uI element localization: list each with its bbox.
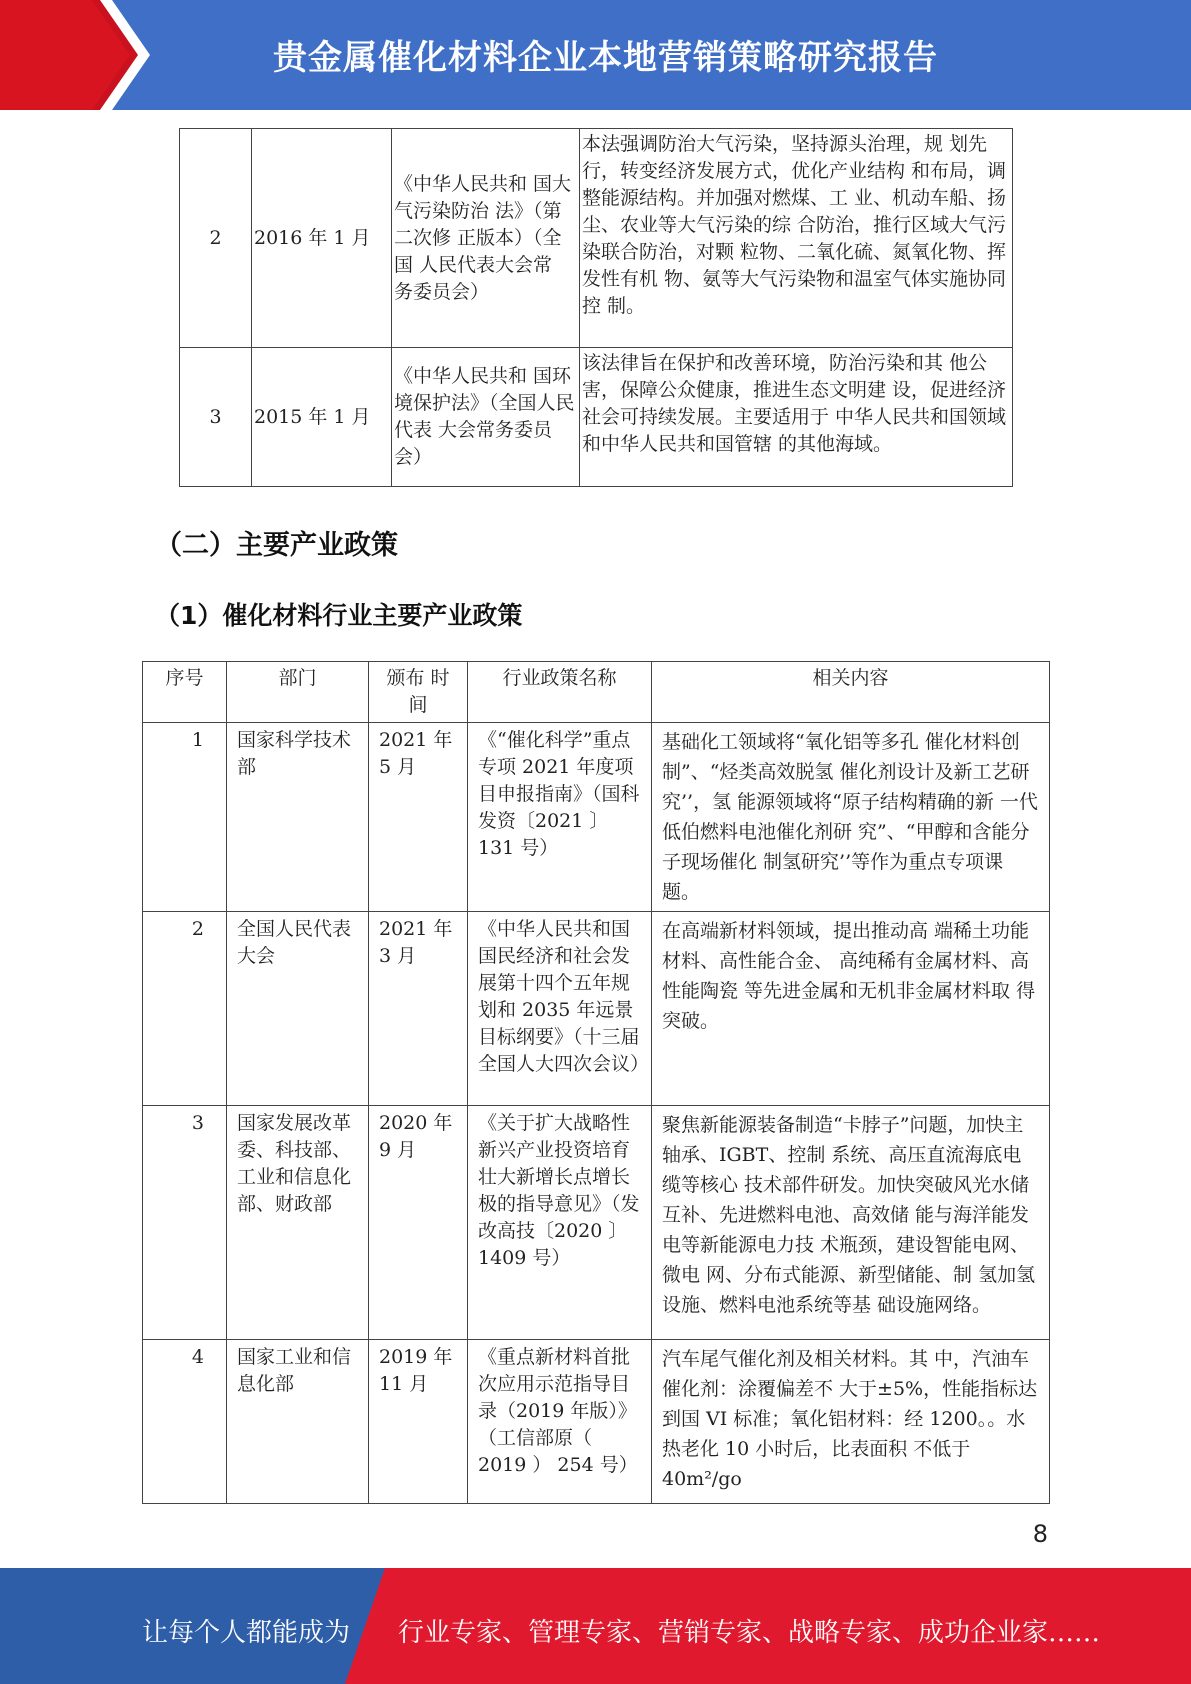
column-header-policy-name: 行业政策名称 — [468, 662, 652, 723]
page-header — [0, 0, 1191, 110]
department: 全国人民代表大会 — [227, 912, 369, 1106]
policy-content: 在高端新材料领域，提出推动高 端稀土功能材料、高性能合金、 高纯稀有金属材料、高性能陶瓷 等先进金属和无机非金属材料取 得突破。 — [652, 912, 1050, 1106]
row-number: 3 — [180, 348, 252, 487]
issue-date: 2021 年 5 月 — [369, 723, 468, 912]
row-number: 2 — [143, 912, 227, 1106]
issue-date: 2020 年 9 月 — [369, 1106, 468, 1340]
table-header-row — [143, 662, 1050, 723]
row-number: 2 — [180, 129, 252, 348]
table-row — [143, 1106, 1050, 1340]
policy-content-cell — [652, 1106, 1050, 1340]
industry-policy-table — [142, 661, 1050, 1504]
column-header-number: 序号 — [143, 662, 227, 723]
table-row — [180, 348, 1013, 487]
issue-date: 2021 年 3 月 — [369, 912, 468, 1106]
row-number: 4 — [143, 1340, 227, 1504]
law-name: 《中华人民共和 国大气污染防治 法》（第二次修 正版本）（全国 人民代表大会常 务委员会） — [392, 129, 580, 348]
table-row — [143, 1340, 1050, 1504]
report-title: 贵金属催化材料企业本地营销策略研究报告 — [273, 38, 938, 78]
footer-slogan-right: 行业专家、管理专家、营销专家、战略专家、成功企业家…… — [398, 1618, 1101, 1648]
policy-content: 汽车尾气催化剂及相关材料。其 中，汽油车催化剂：涂覆偏差不 大于±5%，性能指标达到国 VI 标准；氧化铝材料：经 1200。。水热老化 10 小时后，比表面积 不低于 40m²/go — [652, 1340, 1050, 1504]
issue-date: 2019 年 11 月 — [369, 1340, 468, 1504]
law-content: 本法强调防治大气污染，坚持源头治理，规 划先行，转变经济发展方式，优化产业结构 和布局，调整能源结构。并加强对燃煤、工 业、机动车船、扬尘、农业等大气污染的综 合防治，推行区域大气污染联合防治，对颗 粒物、二氧化硫、氮氧化物、挥发性有机 物、氨等大气污染物和温室气体实施协同控 制。 — [580, 129, 1013, 348]
policy-content: 聚焦新能源装备制造“卡脖子”问题，加快主轴承、IGBT、控制 系统、高压直流海底电缆等核心 技术部件研发。加快突破风光水储互补、先进燃料电池、高效储 能与海洋能发电等新能源电力技 术瓶颈，建设智能电网、微电 网、分布式能源、新型储能、制 氢加氢设施、燃料电池系统等基 础设施网络。 — [662, 1114, 1036, 1316]
law-content: 该法律旨在保护和改善环境，防治污染和其 他公害，保障公众健康，推进生态文明建 设，促进经济社会可持续发展。主要适用于 中华人民共和国领域和中华人民共和国管辖 的其他海域。 — [580, 348, 1013, 487]
page-number: 8 — [1032, 1520, 1048, 1548]
page-footer — [0, 1568, 1191, 1684]
row-number: 3 — [143, 1106, 227, 1340]
column-header-date: 颁布 时间 — [369, 662, 468, 723]
policy-name: 《重点新材料首批次应用示范指导目录（2019 年版）》（工信部原（ 2019 ） 254 号） — [468, 1340, 652, 1504]
policy-content: 基础化工领域将“氧化铝等多孔 催化材料创制”、“烃类高效脱氢 催化剂设计及新工艺研究’’，氢 能源领域将“原子结构精确的新 一代低伯燃料电池催化剂研 究”、“甲醇和含能分子现场催化 制氢研究’’等作为重点专项课 题。 — [652, 723, 1050, 912]
table-row — [143, 912, 1050, 1106]
table-row — [143, 723, 1050, 912]
column-header-department: 部门 — [227, 662, 369, 723]
table-row — [180, 129, 1013, 348]
law-name: 《中华人民共和 国环境保护法》（全国人民代表 大会常务委员 会） — [392, 348, 580, 487]
policy-name: 《中华人民共和国国民经济和社会发展第十四个五年规划和 2035 年远景目标纲要》（十三届全国人大四次会议） — [468, 912, 652, 1106]
environmental-law-table — [179, 128, 1013, 487]
policy-name: 《关于扩大战略性新兴产业投资培育壮大新增长点增长极的指导意见》（发 改高技〔2020 〕1409 号） — [468, 1106, 652, 1340]
column-header-content: 相关内容 — [652, 662, 1050, 723]
subsection-heading: （1）催化材料行业主要产业政策 — [155, 601, 523, 630]
department: 国家发展改革委、科技部、工业和信息化部、财政部 — [227, 1106, 369, 1340]
issue-date: 2016 年 1 月 — [252, 129, 392, 348]
department: 国家科学技术部 — [227, 723, 369, 912]
section-heading: （二）主要产业政策 — [155, 530, 398, 561]
policy-name: 《“催化科学”重点专项 2021 年度项目申报指南》（国科发资〔2021 〕131 号） — [468, 723, 652, 912]
issue-date: 2015 年 1 月 — [252, 348, 392, 487]
department: 国家工业和信息化部 — [227, 1340, 369, 1504]
row-number: 1 — [143, 723, 227, 912]
footer-slogan-left: 让每个人都能成为 — [142, 1618, 351, 1648]
